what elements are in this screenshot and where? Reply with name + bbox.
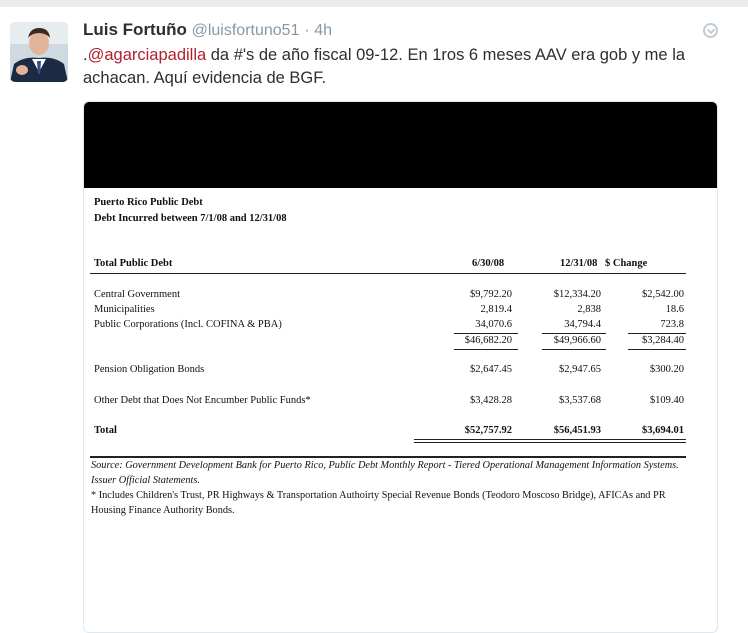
cell: $3,537.68	[559, 395, 601, 406]
subtotal-rule	[542, 333, 606, 334]
document-title: Puerto Rico Public Debt	[94, 197, 203, 208]
header-date-2: 12/31/08	[560, 258, 598, 269]
text-body: da #'s de año fiscal 09-12. En 1ros 6 meses AAV era gob y me la achacan. Aquí evidencia de BGF.	[83, 46, 686, 87]
header-change: $ Change	[605, 258, 648, 269]
subtotal-rule	[628, 333, 686, 334]
cell: $12,334.20	[553, 289, 601, 300]
total-double-rule-1	[414, 439, 686, 440]
text-prefix: .	[83, 46, 88, 64]
tweet-options-chevron-icon[interactable]	[703, 23, 718, 38]
cell: 34,070.6	[475, 319, 512, 330]
subtotal-cell: $46,682.20	[464, 335, 512, 346]
author-handle[interactable]: @luisfortuno51	[191, 22, 300, 39]
total-double-rule-2	[414, 442, 686, 443]
footnote: * Includes Children's Trust, PR Highways & Transportation Authoirty Special Revenue Bonds (Teodoro Moscoso Bridge), AFICAs and PR Housing Finance Authority Bonds.	[91, 490, 666, 516]
subtotal-underline	[628, 349, 686, 350]
subtotal-underline	[542, 349, 606, 350]
cell: 723.8	[660, 319, 684, 330]
cell: $3,428.28	[470, 395, 512, 406]
subtotal-underline	[454, 349, 518, 350]
document-subtitle: Debt Incurred between 7/1/08 and 12/31/08	[94, 213, 287, 224]
cell: 18.6	[665, 304, 684, 315]
attached-photo[interactable]	[83, 101, 718, 633]
source-note: Source: Government Development Bank for Puerto Rico, Public Debt Monthly Report - Tiered Operational Management Information Systems. Issuer Official Statements.	[91, 460, 679, 486]
author-name[interactable]: Luis Fortuño	[83, 20, 187, 39]
debt-document	[84, 102, 717, 632]
avatar[interactable]	[10, 22, 68, 82]
row-label: Pension Obligation Bonds	[94, 364, 205, 375]
cell: 2,819.4	[480, 304, 512, 315]
cell: $9,792.20	[470, 289, 512, 300]
header-date-1: 6/30/08	[472, 258, 505, 269]
subtotal-rule	[454, 333, 518, 334]
mention-link[interactable]: @agarciapadilla	[87, 46, 207, 64]
cell: 34,794.4	[564, 319, 601, 330]
cell: $2,947.65	[559, 364, 601, 375]
total-cell: $3,694.01	[642, 425, 684, 436]
row-label: Municipalities	[94, 304, 155, 315]
tweet-timestamp[interactable]: 4h	[314, 22, 333, 39]
subtotal-cell: $49,966.60	[553, 335, 601, 346]
row-label: Public Corporations (Incl. COFINA & PBA)	[94, 319, 282, 330]
row-label: Central Government	[94, 289, 181, 300]
top-divider	[0, 0, 748, 7]
cell: $2,542.00	[642, 289, 684, 300]
total-cell: $52,757.92	[464, 425, 512, 436]
cell: $109.40	[649, 395, 684, 406]
header-rule	[90, 273, 686, 274]
total-label: Total	[94, 425, 117, 436]
header-total-public-debt: Total Public Debt	[94, 258, 173, 269]
subtotal-cell: $3,284.40	[642, 335, 684, 346]
tweet-text	[83, 44, 723, 90]
time-separator: ·	[304, 22, 310, 39]
cell: $300.20	[649, 364, 684, 375]
tweet-header	[83, 20, 332, 40]
total-cell: $56,451.93	[553, 425, 601, 436]
row-label: Other Debt that Does Not Encumber Public Funds*	[94, 395, 311, 406]
cell: $2,647.45	[470, 364, 512, 375]
profile-photo-icon	[10, 22, 68, 82]
cell: 2,838	[577, 304, 601, 315]
